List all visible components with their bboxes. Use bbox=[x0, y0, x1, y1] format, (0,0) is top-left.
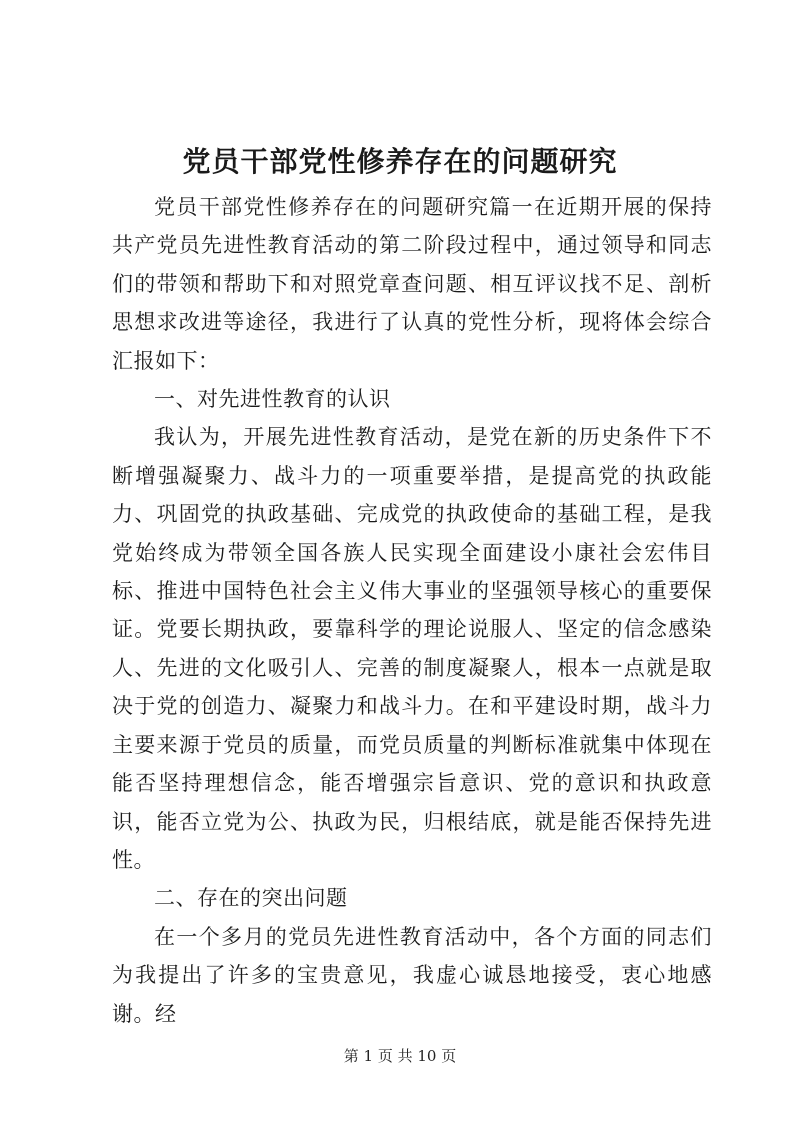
section-heading-1: 一、对先进性教育的认识 bbox=[154, 387, 391, 412]
page-footer: 第 1 页 共 10 页 bbox=[343, 1047, 457, 1065]
intro-paragraph: 党员干部党性修养存在的问题研究篇一在近期开展的保持共产党员先进性教育活动的第二阶段过程中，通过领导和同志们的带领和帮助下和对照党章查问题、相互评议找不足、剖析思想求改进等途径，我进行了认真的党性分析，现将体会综合汇报如下： bbox=[112, 195, 712, 373]
document-title: 党员干部党性修养存在的问题研究 bbox=[182, 145, 618, 178]
section-2-paragraph: 在一个多月的党员先进性教育活动中，各个方面的同志们为我提出了许多的宝贵意见，我虚心诚恳地接受，衷心地感谢。经 bbox=[112, 924, 712, 1026]
section-heading-2: 二、存在的突出问题 bbox=[154, 886, 348, 911]
section-1-paragraph: 我认为，开展先进性教育活动，是党在新的历史条件下不断增强凝聚力、战斗力的一项重要举措，是提高党的执政能力、巩固党的执政基础、完成党的执政使命的基础工程，是我党始终成为带领全国各族人民实现全面建设小康社会宏伟目标、推进中国特色社会主义伟大事业的坚强领导核心的重要保证。党要长期执政，要靠科学的理论说服人、坚定的信念感染人、先进的文化吸引人、完善的制度凝聚人，根本一点就是取决于党的创造力、凝聚力和战斗力。在和平建设时期，战斗力主要来源于党员的质量，而党员质量的判断标准就集中体现在能否坚持理想信念，能否增强宗旨意识、党的意识和执政意识，能否立党为公、执政为民，归根结底，就是能否保持先进性。 bbox=[112, 425, 712, 872]
document-body bbox=[112, 188, 712, 1033]
